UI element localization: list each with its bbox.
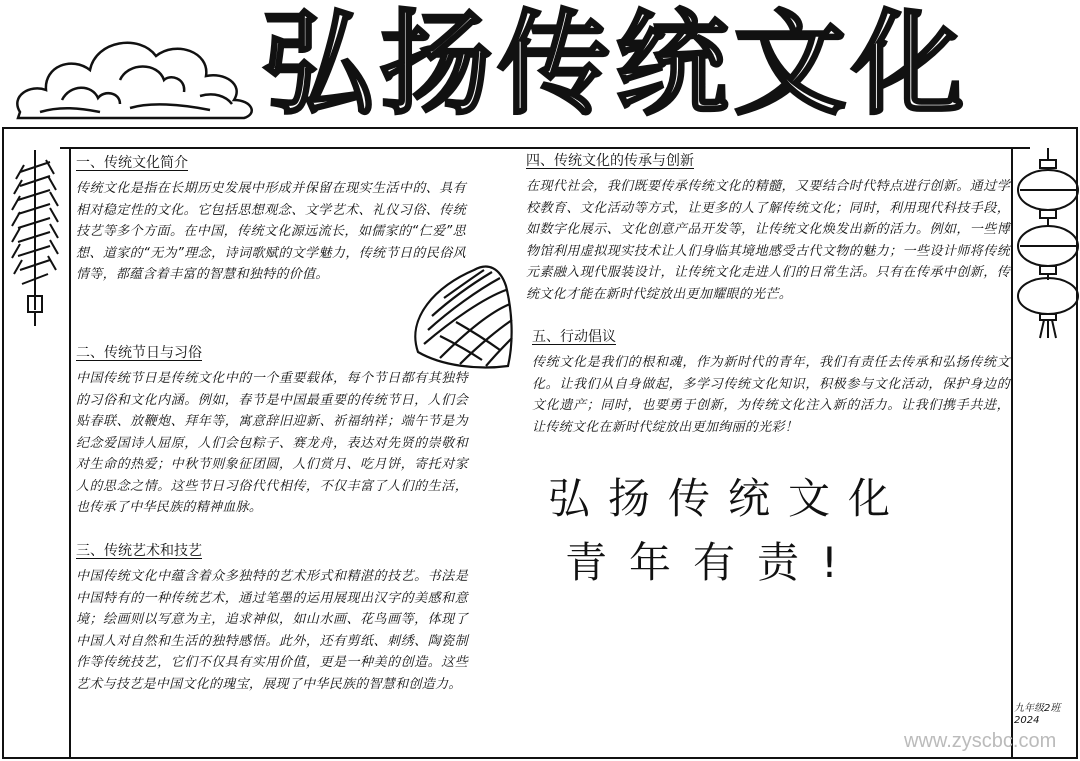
- title-char: 化: [852, 0, 970, 130]
- title-char: 弘: [262, 0, 380, 130]
- section-festivals: [76, 342, 468, 519]
- firecracker-icon: [12, 150, 58, 326]
- section-heading: 二、传统节日与习俗: [76, 345, 202, 361]
- section-body: 在现代社会，我们既要传承传统文化的精髓，又要结合时代特点进行创新。通过学校教育、文化活动等方式，让更多的人了解传统文化；同时，利用现代科技手段，如数字化展示、文化创意产品开发等，让传统文化焕发出新的活力。例如，一些博物馆利用虚拟现实技术让人们身临其境地感受古代文物的魅力；一些设计师将传统元素融入现代服装设计，让传统文化走进人们的日常生活。只有在传承中创新，传统文化才能在新时代绽放出更加耀眼的光芒。: [526, 179, 1010, 302]
- section-innovation: [526, 150, 1010, 305]
- signature: 九年级2班 2024: [1014, 703, 1061, 726]
- section-body: 传统文化是我们的根和魂，作为新时代的青年，我们有责任去传承和弘扬传统文化。让我们从自身做起，多学习传统文化知识，积极参与文化活动，保护身边的文化遗产；同时，也要勇于创新，为传统文化注入新的活力。让我们携手共进，让传统文化在新时代绽放出更加绚丽的光彩！: [532, 355, 1010, 435]
- cloud-icon: [17, 43, 251, 118]
- title-char: 文: [734, 0, 852, 130]
- section-arts: [76, 540, 468, 695]
- section-body: 中国传统节日是传统文化中的一个重要载体，每个节日都有其独特的习俗和文化内涵。例如，春节是中国最重要的传统节日，人们会贴春联、放鞭炮、拜年等，寓意辞旧迎新、祈福纳祥；端午节是为纪念爱国诗人屈原，人们会包粽子、赛龙舟，表达对先贤的崇敬和对生命的热爱；中秋节则象征团圆，人们赏月、吃月饼，寄托对家人的思念之情。这些节日习俗代代相传，不仅丰富了人们的生活，也传承了中华民族的精神血脉。: [76, 371, 468, 515]
- title-char: 统: [616, 0, 734, 130]
- lantern-icon: [1018, 148, 1078, 338]
- slogan-line-1: 弘扬传统文化: [548, 474, 909, 523]
- poster-title: [262, 0, 970, 130]
- title-char: 扬: [380, 0, 498, 130]
- title-char: 传: [498, 0, 616, 130]
- section-heading: 五、行动倡议: [532, 329, 616, 345]
- section-heading: 一、传统文化简介: [76, 155, 188, 171]
- section-heading: 三、传统艺术和技艺: [76, 543, 202, 559]
- watermark: www.zyscbc.com: [904, 730, 1057, 752]
- section-body: 中国传统文化中蕴含着众多独特的艺术形式和精湛的技艺。书法是中国特有的一种传统艺术，通过笔墨的运用展现出汉字的美感和意境；绘画则以写意为主，追求神似，如山水画、花鸟画等，体现了中国人对自然和生活的独特感悟。此外，还有剪纸、刺绣、陶瓷制作等传统技艺，它们不仅具有实用价值，更是一种美的创造。这些艺术与技艺是中国文化的瑰宝，展现了中华民族的智慧和创造力。: [76, 569, 468, 692]
- section-heading: 四、传统文化的传承与创新: [526, 153, 694, 169]
- section-body: 传统文化是指在长期历史发展中形成并保留在现实生活中的、具有相对稳定性的文化。它包括思想观念、文学艺术、礼仪习俗、传统技艺等多个方面。在中国，传统文化源远流长，如儒家的“仁爱”思想、道家的“无为”理念，诗词歌赋的文学魅力，传统节日的民俗风情等，都蕴含着丰富的智慧和独特的价值。: [76, 181, 466, 282]
- section-intro: [76, 152, 466, 286]
- section-action: [532, 326, 1010, 438]
- slogan-line-2: 青年有责!: [565, 538, 860, 587]
